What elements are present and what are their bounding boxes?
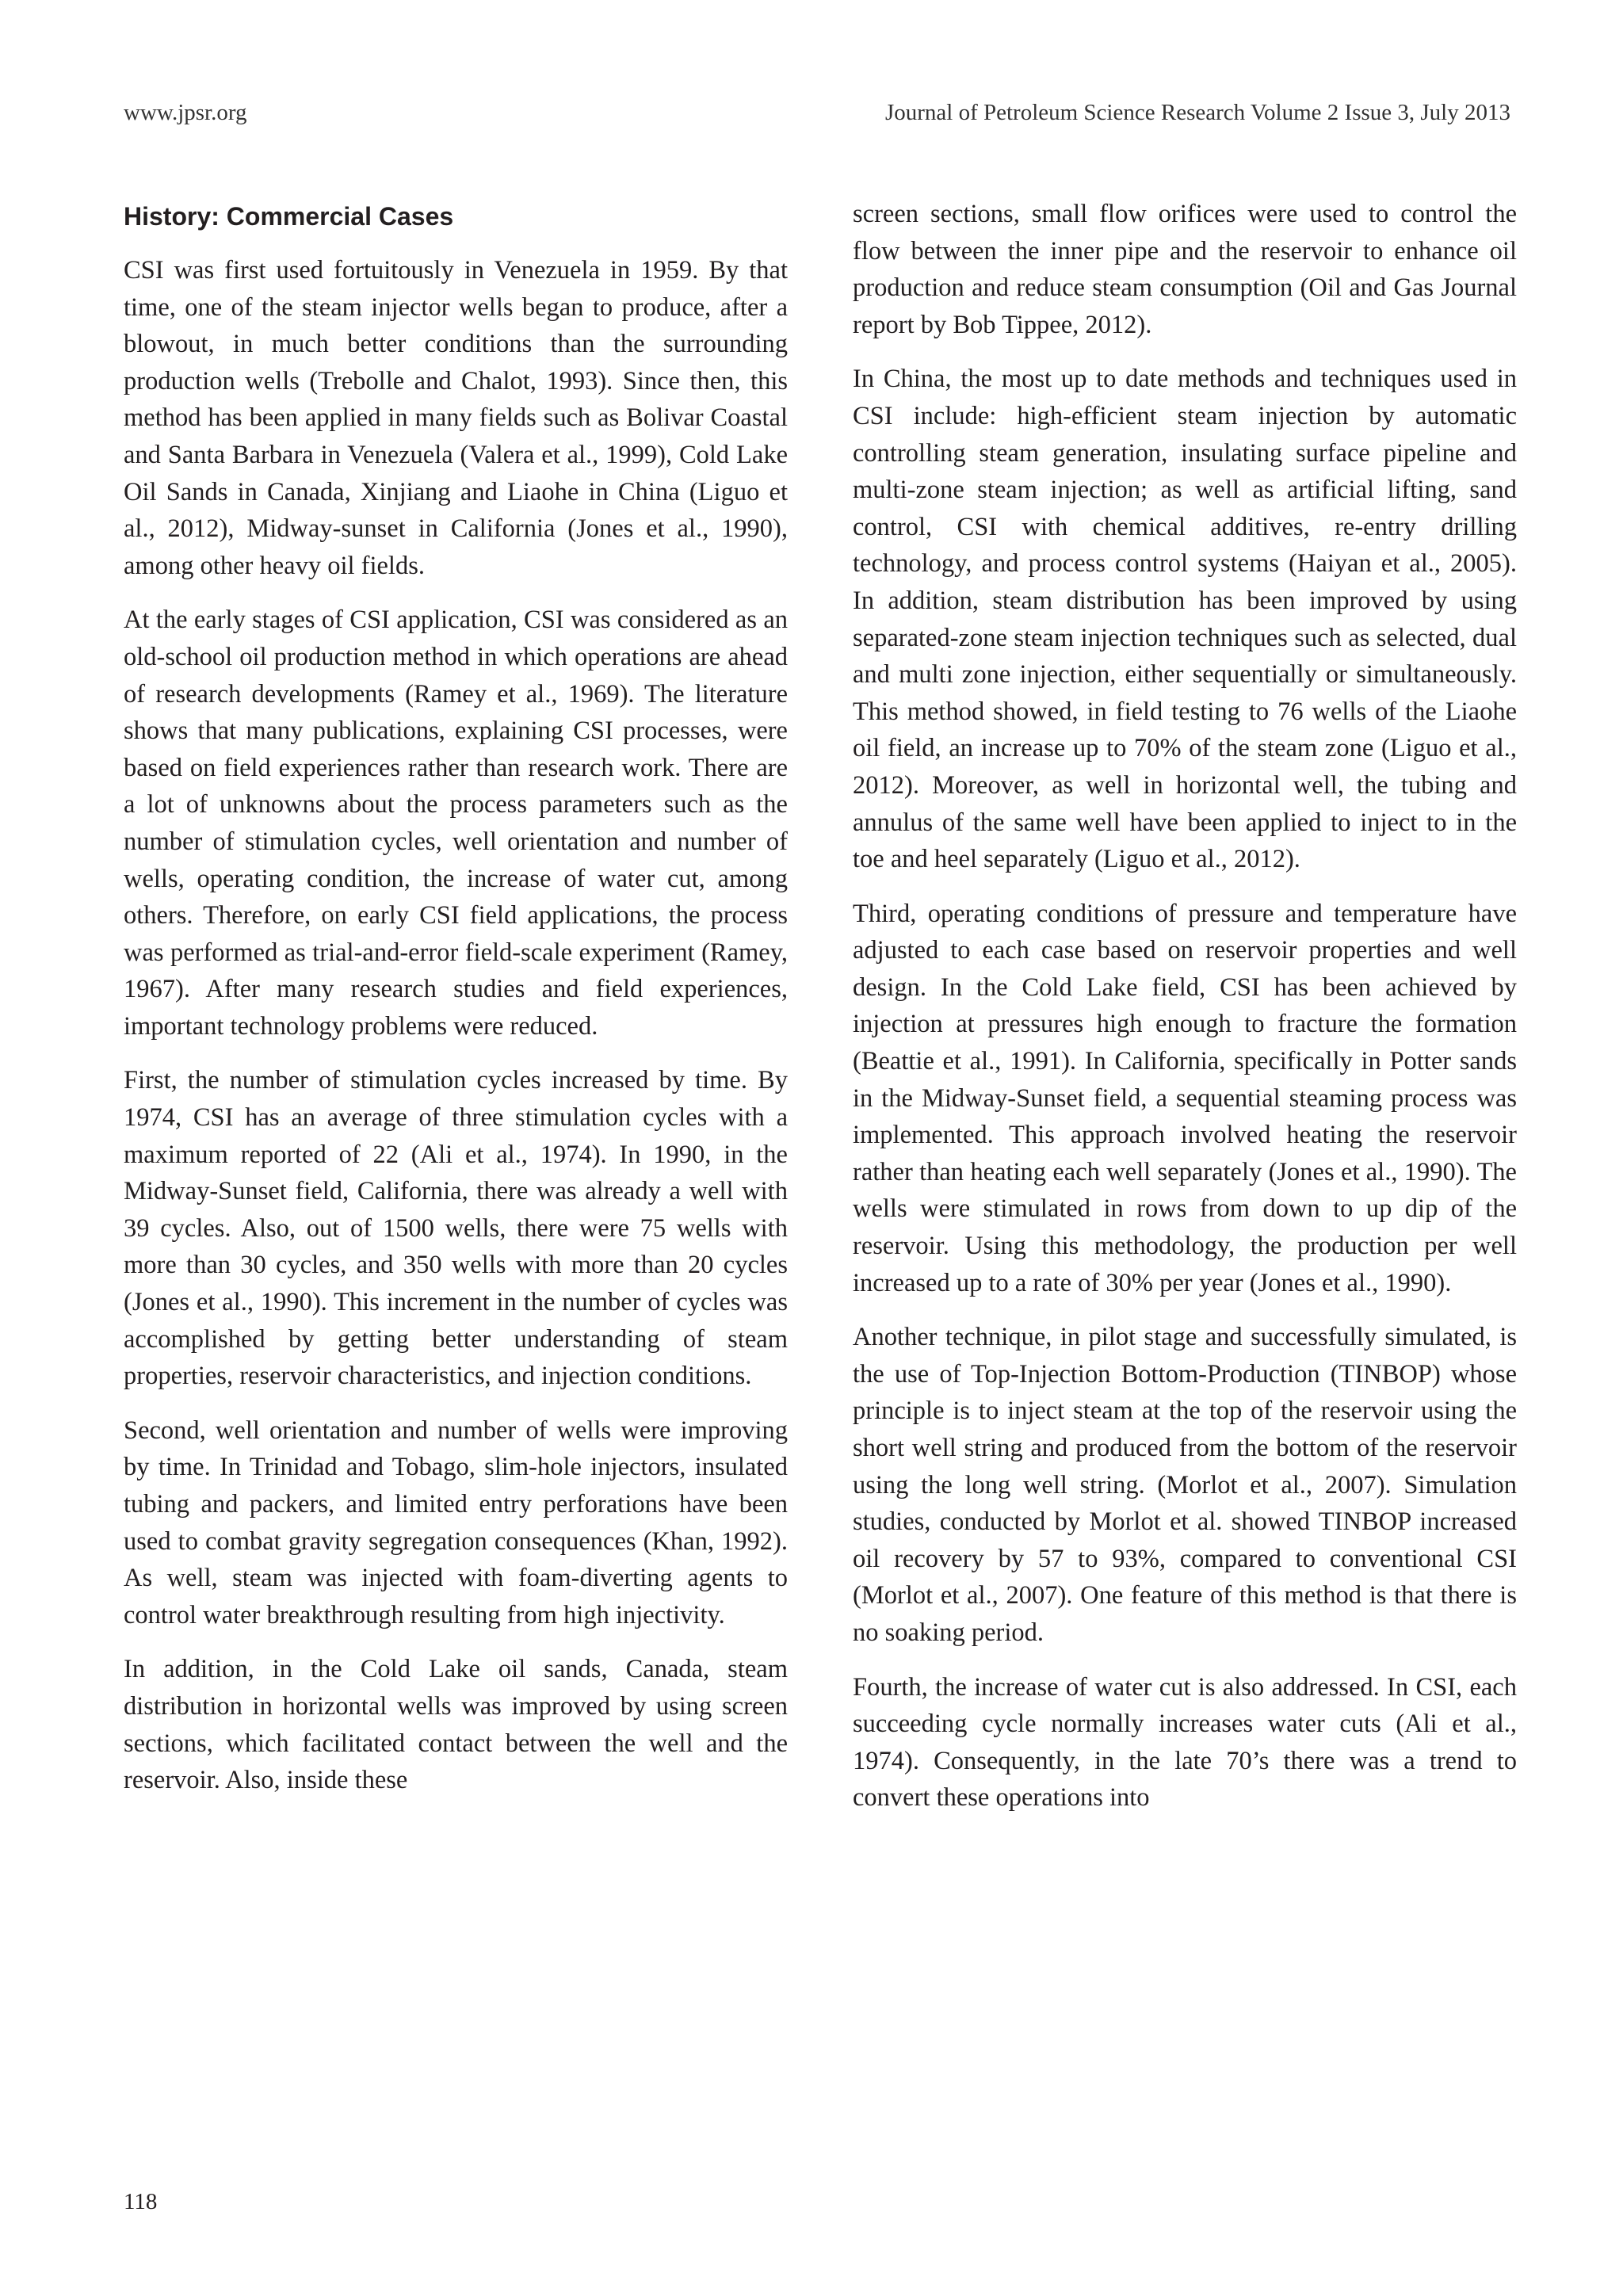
page-number: 118 bbox=[124, 2189, 158, 2214]
paragraph: Third, operating conditions of pressure and temperature have adjusted to each case based on reservoir properties and well design. In the Cold Lake field, CSI has been achieved by injection at pressures high enough to fracture the formation (Beattie et al., 1991). In California, specifically in Potter sands in the Midway-Sunset field, a sequential steaming process was implemented. This approach involved heating the reservoir rather than heating each well separately (Jones et al., 1990). The wells were stimulated in rows from down to up dip of the reservoir. Using this methodology, the production per well increased up to a rate of 30% per year (Jones et al., 1990). bbox=[853, 899, 1517, 1297]
paragraph: First, the number of stimulation cycles increased by time. By 1974, CSI has an average of three stimulation cycles with a maximum reported of 22 (Ali et al., 1974). In 1990, in the Midway-Sunset field, California, there was already a well with 39 cycles. Also, out of 1500 wells, there were 75 wells with more than 30 cycles, and 350 wells with more than 20 cycles (Jones et al., 1990). This increment in the number of cycles was accomplished by getting better understanding of steam properties, reservoir characteristics, and injection conditions. bbox=[124, 1066, 788, 1391]
paragraph: At the early stages of CSI application, CSI was considered as an old-school oil production method in which operations are ahead of research developments (Ramey et al., 1969). The literature shows that many publications, explaining CSI processes, were based on field experiences rather than research work. There are a lot of unknowns about the process parameters such as the number of stimulation cycles, well orientation and number of wells, operating condition, the increase of water cut, among others. Therefore, on early CSI field applications, the process was performed as trial-and-error field-scale experiment (Ramey, 1967). After many research studies and field experiences, important technology problems were reduced. bbox=[124, 606, 788, 1041]
section-title: History: Commercial Cases bbox=[124, 202, 454, 231]
journal-url: www.jpsr.org bbox=[124, 100, 247, 125]
left-column bbox=[124, 198, 788, 1817]
paragraph: Fourth, the increase of water cut is also addressed. In CSI, each succeeding cycle normally increases water cuts (Ali et al., 1974). Consequently, in the late 70’s there was a trend to convert these operations into bbox=[853, 1672, 1517, 1813]
paragraph: screen sections, small flow orifices were used to control the flow between the inner pipe and the reservoir to enhance oil production and reduce steam consumption (Oil and Gas Journal report by Bob Tippee, 2012). bbox=[853, 200, 1517, 339]
paragraph: CSI was first used fortuitously in Venezuela in 1959. By that time, one of the steam injector wells began to produce, after a blowout, in much better conditions than the surrounding production wells (Trebolle and Chalot, 1993). Since then, this method has been applied in many fields such as Bolivar Coastal and Santa Barbara in Venezuela (Valera et al., 1999), Cold Lake Oil Sands in Canada, Xinjiang and Liaohe in China (Liguo et al., 2012), Midway-sunset in California (Jones et al., 1990), among other heavy oil fields. bbox=[124, 256, 788, 580]
paragraph: Second, well orientation and number of wells were improving by time. In Trinidad and Tobago, slim-hole injectors, insulated tubing and packers, and limited entry perforations have been used to combat gravity segregation consequences (Khan, 1992). As well, steam was injected with foam-diverting agents to control water breakthrough resulting from high injectivity. bbox=[124, 1415, 788, 1629]
paragraph: In China, the most up to date methods and techniques used in CSI include: high-efficient steam injection by automatic controlling steam generation, insulating surface pipeline and multi-zone steam injection; as well as artificial lifting, sand control, CSI with chemical additives, re-entry drilling technology, and process control systems (Haiyan et al., 2005). In addition, steam distribution has been improved by using separated-zone steam injection techniques such as selected, dual and multi zone injection, either sequentially or simultaneously. This method showed, in field testing to 76 wells of the Liaohe oil field, an increase up to 70% of the steam zone (Liguo et al., 2012). Moreover, as well in horizontal well, the tubing and annulus of the same well have been applied to inject to in the toe and heel separately (Liguo et al., 2012). bbox=[853, 365, 1517, 874]
journal-citation: Journal of Petroleum Science Research Volume 2 Issue 3, July 2013 bbox=[884, 100, 1510, 125]
right-column bbox=[853, 196, 1517, 1834]
paragraph: In addition, in the Cold Lake oil sands, Canada, steam distribution in horizontal wells was improved by using screen sections, which facilitated contact between the well and the reservoir. Also, inside these bbox=[124, 1655, 788, 1795]
paragraph: Another technique, in pilot stage and successfully simulated, is the use of Top-Injection Bottom-Production (TINBOP) whose principle is to inject steam at the top of the reservoir using the short well string and produced from the bottom of the reservoir using the long well string. (Morlot et al., 2007). Simulation studies, conducted by Morlot et al. showed TINBOP increased oil recovery by 57 to 93%, compared to conventional CSI (Morlot et al., 2007). One feature of this method is that there is no soaking period. bbox=[853, 1323, 1517, 1647]
